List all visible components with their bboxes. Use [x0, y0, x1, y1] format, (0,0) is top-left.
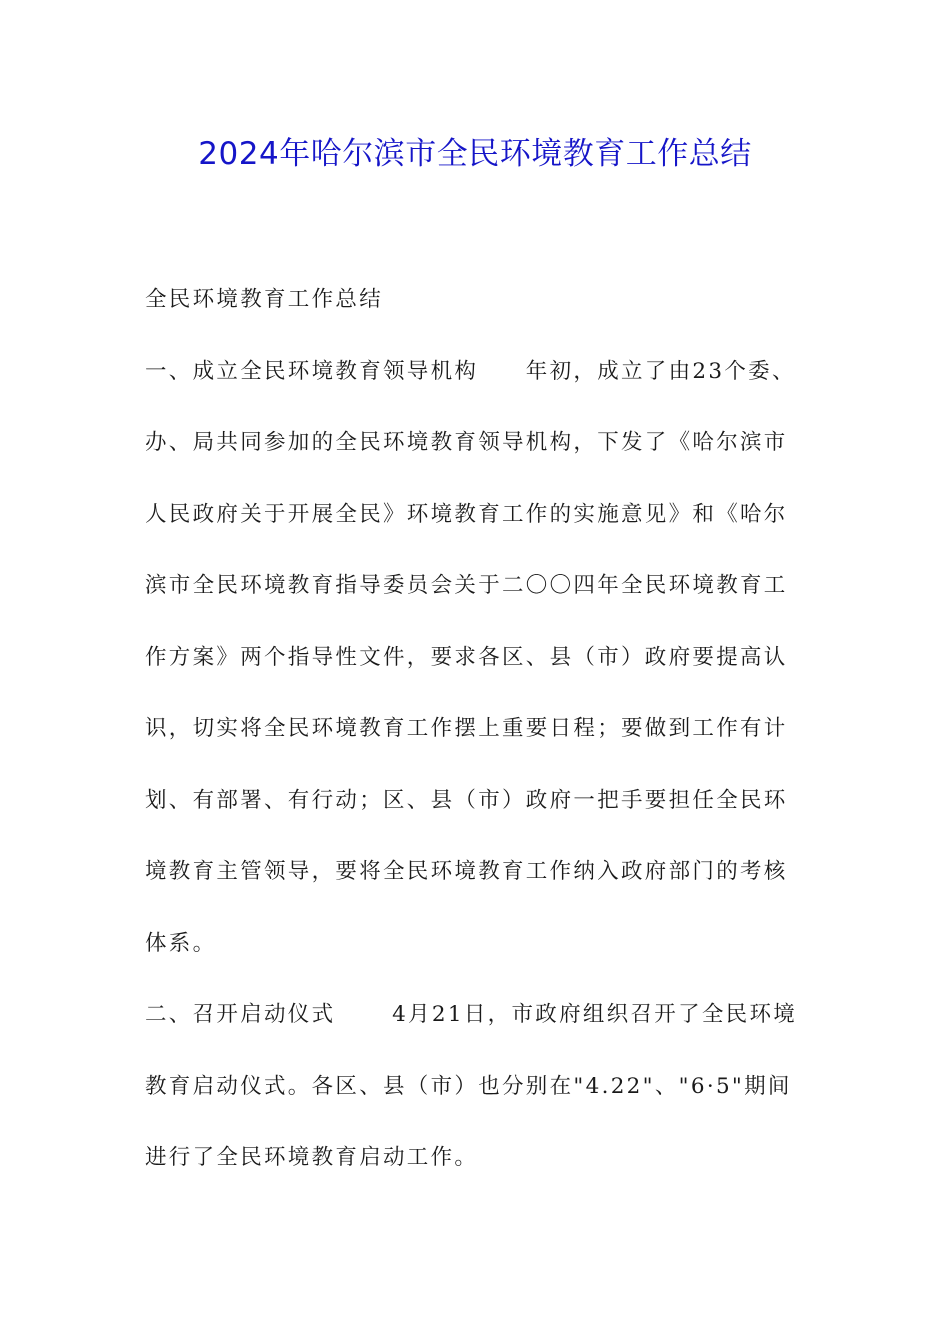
- body-line: 识，切实将全民环境教育工作摆上重要日程；要做到工作有计: [145, 716, 788, 741]
- body-line: 境教育主管领导，要将全民环境教育工作纳入政府部门的考核: [145, 859, 788, 884]
- document-title: 2024年哈尔滨市全民环境教育工作总结: [198, 136, 752, 172]
- body-line: 办、局共同参加的全民环境教育领导机构，下发了《哈尔滨市: [145, 430, 788, 455]
- body-line: 全民环境教育工作总结: [145, 287, 384, 312]
- body-line: 滨市全民环境教育指导委员会关于二〇〇四年全民环境教育工: [145, 573, 788, 598]
- document-body: [145, 264, 810, 1194]
- body-line: 作方案》两个指导性文件，要求各区、县（市）政府要提高认: [145, 644, 788, 670]
- body-line: 划、有部署、有行动；区、县（市）政府一把手要担任全民环: [145, 787, 788, 813]
- body-line: 人民政府关于开展全民》环境教育工作的实施意见》和《哈尔: [145, 501, 788, 527]
- body-line: 体系。: [145, 930, 217, 956]
- body-line: 进行了全民环境教育启动工作。: [145, 1145, 479, 1170]
- body-line: 教育启动仪式。各区、县（市）也分别在"4.22"、"6·5"期间: [145, 1073, 792, 1099]
- body-line: 一、成立全民环境教育领导机构 年初，成立了由23个委、: [145, 358, 796, 384]
- body-line: 二、召开启动仪式 4月21日，市政府组织召开了全民环境: [145, 1002, 798, 1027]
